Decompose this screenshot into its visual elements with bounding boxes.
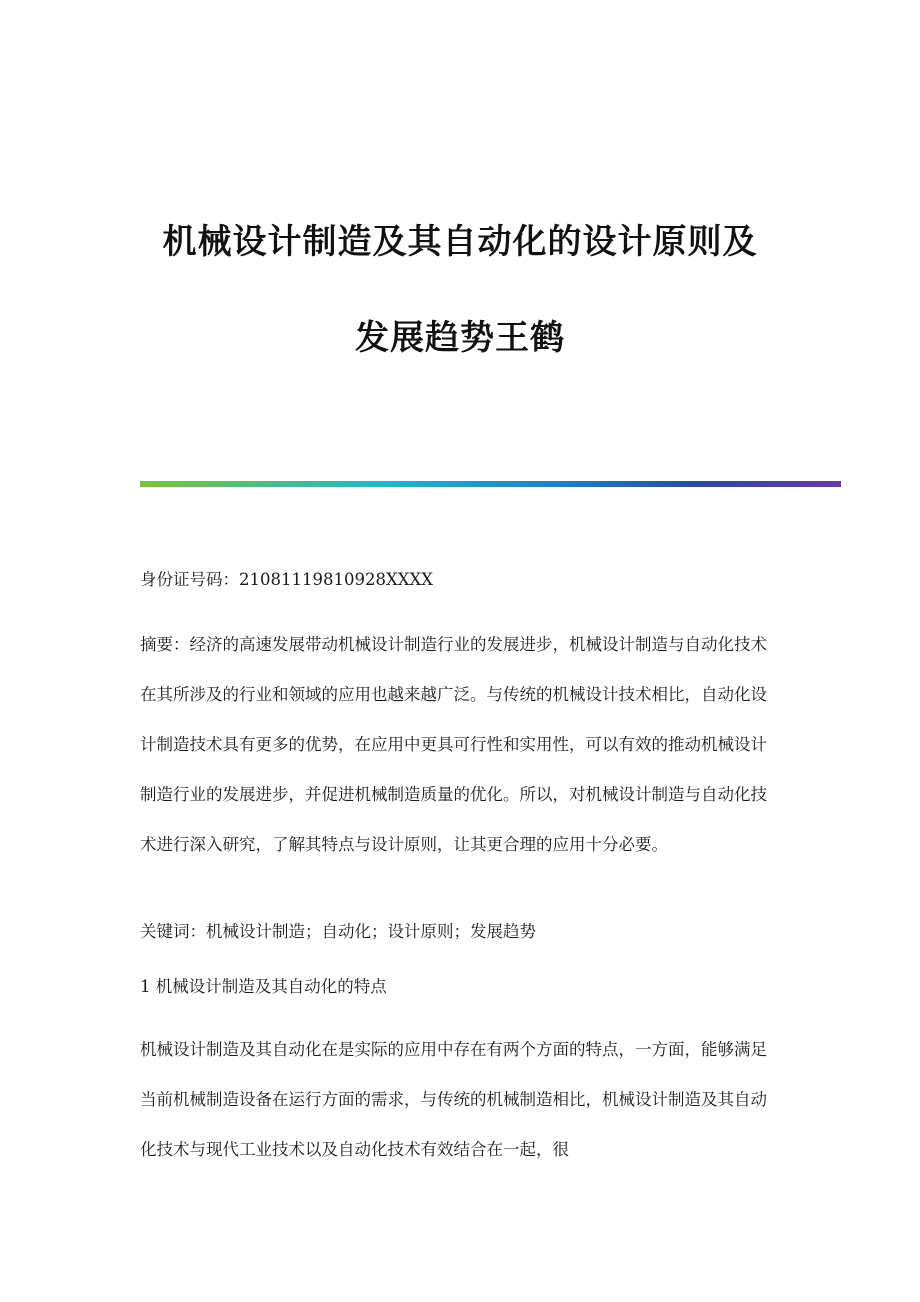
section-1-heading: 1 机械设计制造及其自动化的特点 [140, 977, 387, 996]
keywords-line: 关键词：机械设计制造；自动化；设计原则；发展趋势 [140, 922, 536, 941]
title-divider [140, 481, 841, 487]
abstract-paragraph: 摘要：经济的高速发展带动机械设计制造行业的发展进步，机械设计制造与自动化技术在其所涉及的行业和领域的应用也越来越广泛。与传统的机械设计技术相比，自动化设计制造技术具有更多的优势，在应用中更具可行性和实用性，可以有效的推动机械设计制造行业的发展进步，并促进机械制造质量的优化。所以，对机械设计制造与自动化技术进行深入研究，了解其特点与设计原则，让其更合理的应用十分必要。 [140, 635, 767, 854]
document-title-line-1: 机械设计制造及其自动化的设计原则及 [162, 222, 758, 262]
id-number-line: 身份证号码：21081119810928XXXX [140, 570, 433, 589]
section-1-paragraph: 机械设计制造及其自动化在是实际的应用中存在有两个方面的特点，一方面，能够满足当前机械制造设备在运行方面的需求，与传统的机械制造相比，机械设计制造及其自动化技术与现代工业技术以及自动化技术有效结合在一起，很 [140, 1040, 767, 1159]
document-title-line-2: 发展趋势王鹤 [355, 318, 565, 358]
